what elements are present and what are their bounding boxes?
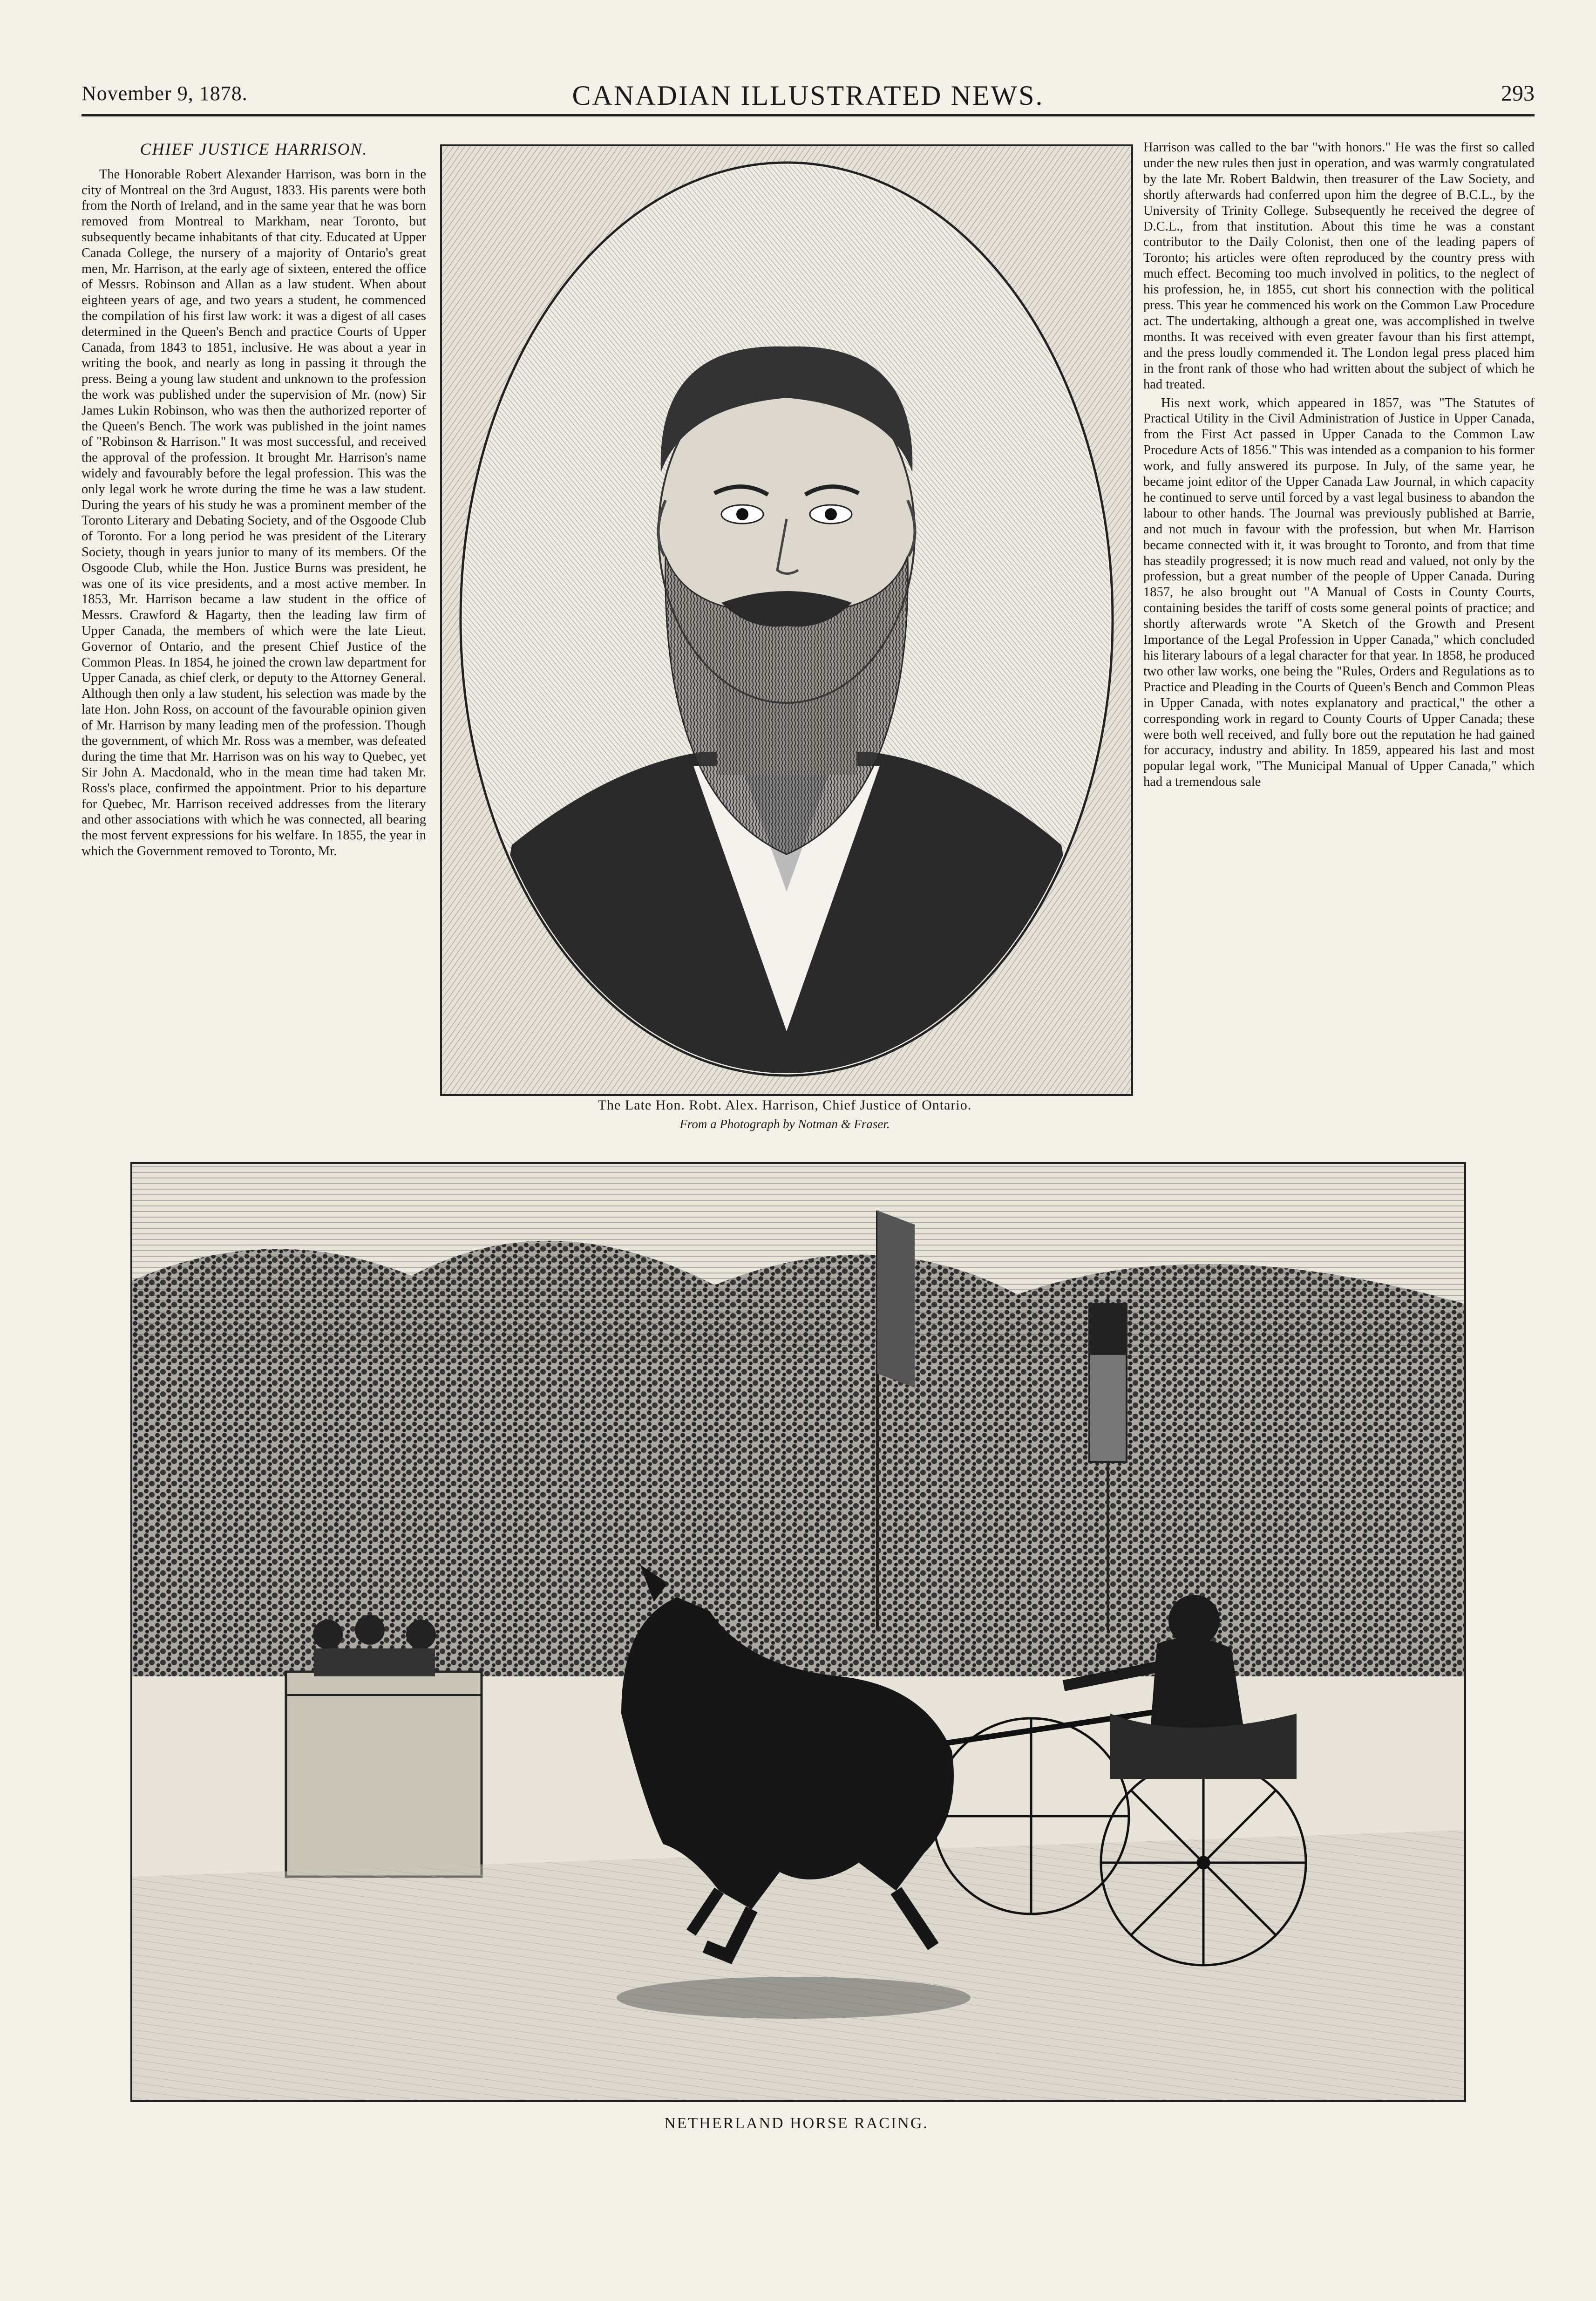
- page-header: [81, 77, 1535, 116]
- issue-date: November 9, 1878.: [81, 82, 248, 105]
- portrait-image: [442, 146, 1131, 1094]
- article-paragraph: Harrison was called to the bar "with honors." He was the first so called under the new rules then just in operation, and was warmly congratulated by the late Mr. Robert Baldwin, then treasurer of the Law Society, and shortly afterwards had conferred upon him the degree of B.C.L., by the University of Trinity College. Subsequently he received the degree of D.C.L., from that institution. About this time he was a constant contributor to the Daily Colonist, then one of the leading papers of Toronto; his articles were often reproduced by the country press with much effect. Becoming too much involved in politics, to the neglect of his profession, he, in 1855, cut short his connection with the political press. This year he commenced his work on the Common Law Procedure act. The undertaking, although a great one, was accomplished in twelve months. It was received with even greater favour than his first attempt, and the press loudly commended it. The London legal press placed him in the front rank of those who had written about the subject of which he had treated.: [1143, 140, 1535, 392]
- article-left-column: [81, 140, 426, 1127]
- publication-title: CANADIAN ILLUSTRATED NEWS.: [572, 80, 1044, 111]
- article-right-column: [1143, 140, 1535, 1127]
- article-paragraph: His next work, which appeared in 1857, was "The Statutes of Practical Utility in the Civil Administration of Justice in Upper Canada, from the First Act passed in Upper Canada to the Common Law Procedure Acts of 1856." This was intended as a companion to his former work, and fully answered its purpose. In July, of the same year, he became joint editor of the Upper Canada Law Journal, in which capacity he continued to serve until forced by a vast legal business to abandon the labour to other hands. The Journal was previously published at Barrie, and not much in favour with the profession, but when Mr. Harrison became connected with it, it was brought to Toronto, and from that time has steadily progressed; it is now much read and valued, not only by the profession, but a great number of the people of Upper Canada. During 1857, he also brought out "A Manual of Costs in County Courts, containing besides the tariff of costs some general points of practice; and shortly afterwards wrote "A Sketch of the Growth and Present Importance of the Legal Profession in Upper Canada," which concluded his literary labours of a legal character for that year. In 1858, he produced two other law works, one being the "Rules, Orders and Regulations as to Practice and Pleading in the Courts of Queen's Bench and Common Pleas in Upper Canada, with notes explanatory and practical," the other a corresponding work in regard to County Courts of Upper Canada; these were both well received, and fully bore out the reputation he had gained for accuracy, industry and ability. In 1859, appeared his last and most popular legal work, "The Municipal Manual of Upper Canada," which had a tremendous sale: [1143, 395, 1535, 790]
- portrait-credit: From a Photograph by Notman & Fraser.: [679, 1117, 890, 1131]
- horse-racing-caption: NETHERLAND HORSE RACING.: [664, 2115, 929, 2132]
- portrait-caption: The Late Hon. Robt. Alex. Harrison, Chief Justice of Ontario.: [598, 1097, 972, 1113]
- article-title: CHIEF JUSTICE HARRISON.: [140, 140, 368, 158]
- article-paragraph: The Honorable Robert Alexander Harrison, was born in the city of Montreal on the 3rd August, 1833. His parents were both from the North of Ireland, and in the same year that he was born removed from Montreal to Markham, near Toronto, but subsequently became inhabitants of that city. Educated at Upper Canada College, the nursery of a majority of Ontario's great men, Mr. Harrison, at the early age of sixteen, entered the office of Messrs. Robinson and Allan as a law student. When about eighteen years of age, and two years a student, he commenced the compilation of his first law work: it was a digest of all cases determined in the Queen's Bench and practice Courts of Upper Canada, from 1843 to 1851, inclusive. He was about a year in writing the book, and nearly as long in passing it through the press. Being a young law student and unknown to the profession the work was published under the supervision of Mr. (now) Sir James Lukin Robinson, who was then the authorized reporter of the Queen's Bench. The work was published in the joint names of "Robinson & Harrison." It was most successful, and received the approval of the profession. It brought Mr. Harrison's name widely and favourably before the legal profession. This was the only legal work he wrote during the time he was a law student. During the years of his study he was a prominent member of the Toronto Literary and Debating Society, and of the Osgoode Club of Toronto. For a long period he was president of the Literary Society, though in years junior to many of its members. Of the Osgoode Club, while the Hon. Justice Burns was president, he was one of its vice presidents, and a most active member. In 1853, Mr. Harrison became a law student in the office of Messrs. Crawford & Hagarty, then the leading law firm of Upper Canada, the members of which were the late Lieut. Governor of Ontario, and the present Chief Justice of the Common Pleas. In 1854, he joined the crown law department for Upper Canada, as chief clerk, or deputy to the Attorney General. Although then only a law student, his selection was made by the late Hon. John Ross, on account of the favourable opinion given of Mr. Harrison by many leading men of the profession. Though the government, of which Mr. Ross was a member, was defeated during the time that Mr. Harrison was on his way to Quebec, yet Sir John A. Macdonald, who in the mean time had taken Mr. Ross's place, confirmed the appointment. Prior to his departure for Quebec, Mr. Harrison received addresses from the literary and other associations with which he was connected, all bearing the most fervent expressions for his welfare. In 1855, the year in which the Government removed to Toronto, Mr.: [81, 167, 426, 859]
- page-number: 293: [1501, 81, 1535, 106]
- horse-racing-image: [132, 1164, 1464, 2100]
- portrait-engraving: [440, 144, 1133, 1096]
- horse-racing-engraving: [130, 1162, 1466, 2102]
